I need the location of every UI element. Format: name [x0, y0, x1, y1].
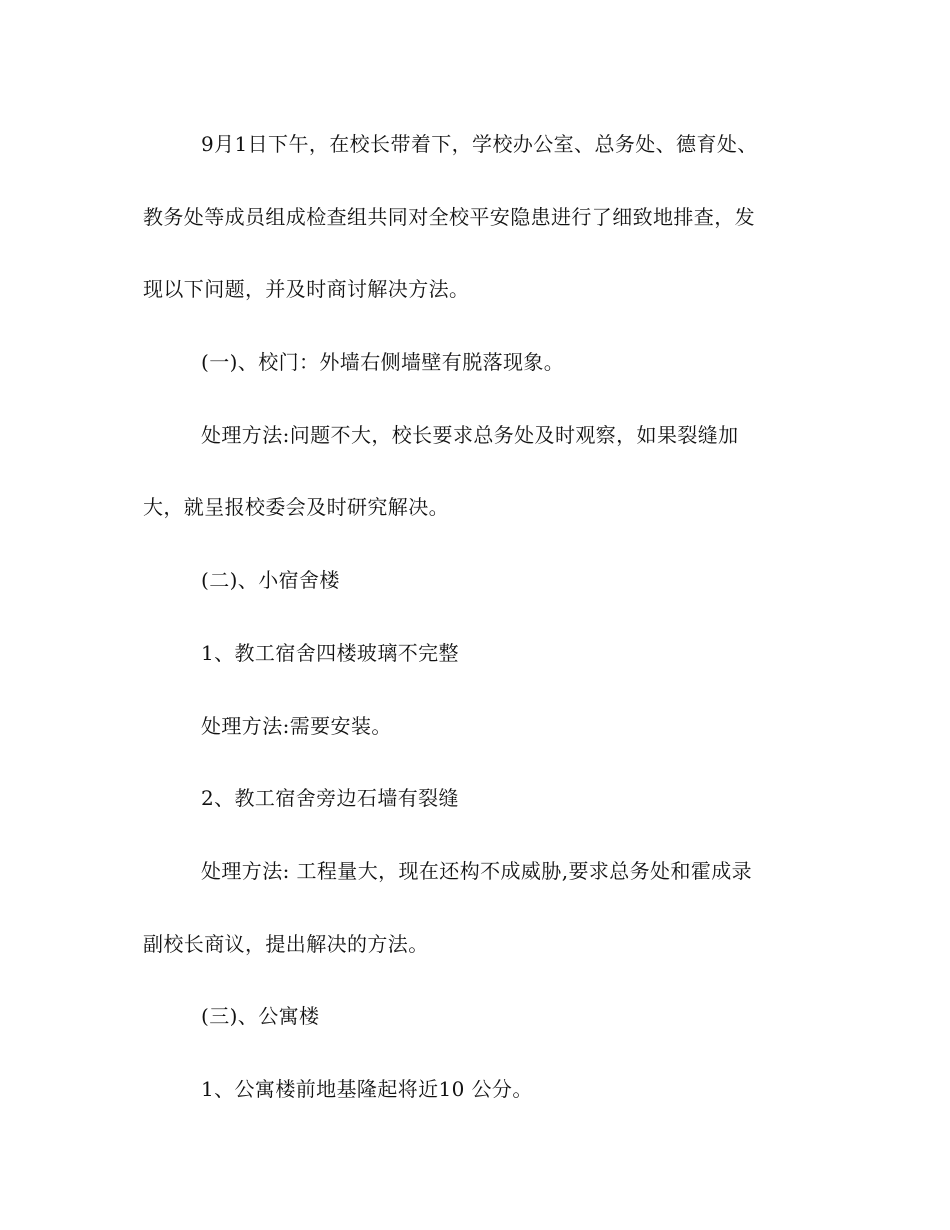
paragraph-line: 现以下问题，并及时商讨解决方法。 — [143, 277, 470, 302]
paragraph-line: 处理方法: 工程量大，现在还构不成威胁,要求总务处和霍成录 — [201, 858, 753, 883]
paragraph-line: 9月1日下午，在校长带着下，学校办公室、总务处、德育处、 — [201, 132, 758, 156]
paragraph-line: 处理方法:问题不大，校长要求总务处及时观察，如果裂缝加 — [201, 422, 739, 447]
document-body — [143, 124, 803, 1142]
section-heading-gate: (一)、校门：外墙右侧墙壁有脱落现象。 — [201, 350, 565, 375]
paragraph-line: 副校长商议，提出解决的方法。 — [143, 931, 429, 956]
list-item: 1、公寓楼前地基隆起将近10 公分。 — [201, 1076, 533, 1101]
section-heading-apartment: (三)、公寓楼 — [201, 1004, 320, 1029]
paragraph-line: 处理方法:需要安装。 — [201, 713, 392, 738]
list-item: 1、教工宿舍四楼玻璃不完整 — [201, 640, 459, 665]
section-heading-dormitory: (二)、小宿舍楼 — [201, 568, 340, 593]
list-item: 2、教工宿舍旁边石墙有裂缝 — [201, 786, 459, 811]
paragraph-line: 教务处等成员组成检查组共同对全校平安隐患进行了细致地排查，发 — [143, 204, 755, 229]
paragraph-line: 大，就呈报校委会及时研究解决。 — [143, 495, 449, 520]
